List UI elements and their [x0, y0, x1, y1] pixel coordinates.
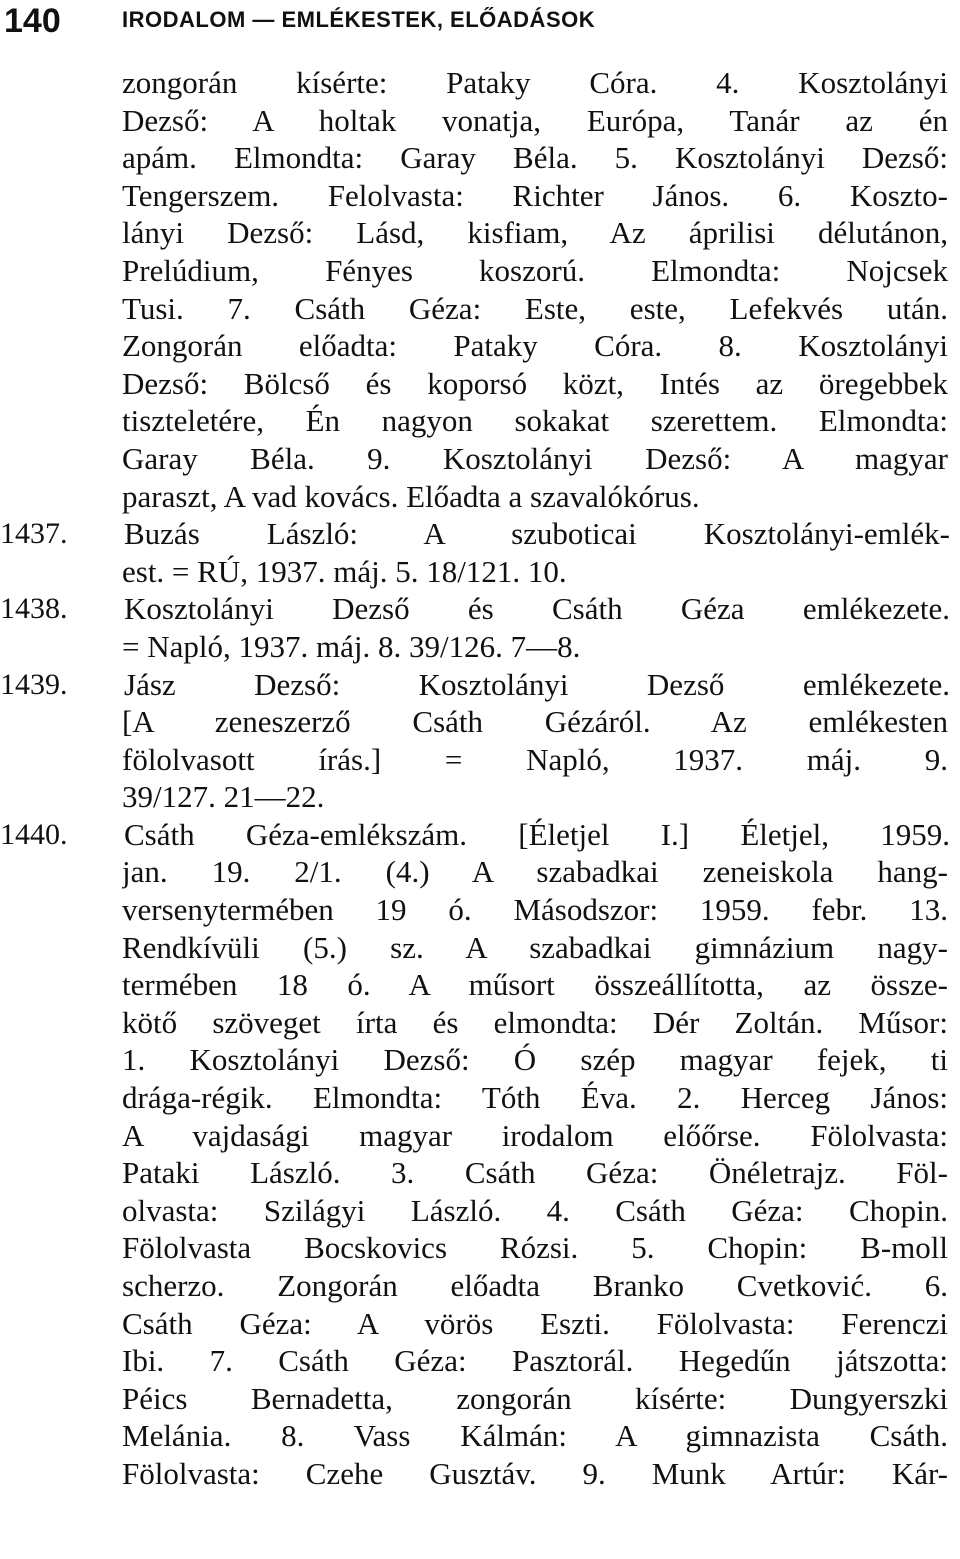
- text-line: [0, 440, 960, 478]
- line-text: Rendkívüli (5.) sz. A szabadkai gimnázium nagy-: [122, 929, 948, 965]
- entry-first-line: [0, 590, 960, 628]
- line-text: zongorán kísérte: Pataky Córa. 4. Kosztolányi: [122, 65, 948, 100]
- line-text: [A zeneszerző Csáth Gézáról. Az emlékesten: [122, 704, 948, 740]
- page-number: 140: [4, 2, 61, 40]
- text-line: [0, 1267, 960, 1305]
- line-text: Zongorán előadta: Pataky Córa. 8. Kosztolányi: [122, 328, 948, 364]
- line-text: = Napló, 1937. máj. 8. 39/126. 7—8.: [122, 628, 581, 664]
- line-text: Csáth Géza-emlékszám. [Életjel I.] Életjel, 1959.: [124, 816, 950, 852]
- text-line: [0, 177, 960, 215]
- line-text: Tusi. 7. Csáth Géza: Este, este, Lefekvés után.: [122, 290, 948, 326]
- line-text: Dezső: Bölcső és koporsó közt, Intés az öregebbek: [122, 365, 948, 401]
- line-text: versenytermében 19 ó. Másodszor: 1959. febr. 13.: [122, 892, 948, 928]
- bibliography-body: [0, 64, 960, 1493]
- text-line: [0, 1192, 960, 1230]
- line-text: Prelúdium, Fényes koszorú. Elmondta: Nojcsek: [122, 252, 948, 288]
- text-line: [0, 402, 960, 440]
- entry-first-line: [0, 515, 960, 553]
- text-line: [0, 628, 960, 666]
- line-text: 39/127. 21—22.: [122, 779, 325, 815]
- text-line: [0, 966, 960, 1004]
- running-head: IRODALOM — EMLÉKESTEK, ELŐADÁSOK: [122, 7, 596, 32]
- line-text: A vajdasági magyar irodalom előőrse. Fölolvasta:: [122, 1117, 948, 1153]
- entry-number: 1438.: [0, 592, 68, 626]
- text-line: [0, 703, 960, 741]
- line-text: Melánia. 8. Vass Kálmán: A gimnazista Csáth.: [122, 1418, 948, 1454]
- line-text: kötő szöveget írta és elmondta: Dér Zoltán. Műsor:: [122, 1004, 948, 1040]
- text-line: [0, 741, 960, 779]
- line-text: Ibi. 7. Csáth Géza: Pasztorál. Hegedűn játszotta:: [122, 1343, 948, 1379]
- line-text: Pataki László. 3. Csáth Géza: Önéletrajz. Föl-: [122, 1155, 948, 1191]
- line-text: est. = RÚ, 1937. máj. 5. 18/121. 10.: [122, 553, 567, 589]
- text-line: [0, 139, 960, 177]
- line-text: Garay Béla. 9. Kosztolányi Dezső: A magyar: [122, 440, 948, 476]
- line-text: Péics Bernadetta, zongorán kísérte: Dungyerszki: [122, 1380, 948, 1416]
- text-line: [0, 1417, 960, 1455]
- page-header: [0, 0, 960, 48]
- line-text: Fölolvasta Bocskovics Rózsi. 5. Chopin: B-moll: [122, 1230, 948, 1266]
- line-text: 1. Kosztolányi Dezső: Ó szép magyar fejek, ti: [122, 1042, 948, 1078]
- line-text: Jász Dezső: Kosztolányi Dezső emlékezete.: [124, 666, 950, 702]
- text-line: [0, 853, 960, 891]
- entry-first-line: [0, 816, 960, 854]
- text-line: [0, 1380, 960, 1418]
- line-text: drága-régik. Elmondta: Tóth Éva. 2. Herceg János:: [122, 1080, 948, 1116]
- entry-first-line: [0, 666, 960, 704]
- text-line: [0, 1117, 960, 1155]
- text-line: [0, 553, 960, 591]
- text-line: [0, 1041, 960, 1079]
- text-line: [0, 290, 960, 328]
- text-line: [0, 214, 960, 252]
- text-line: [0, 64, 960, 102]
- line-text: lányi Dezső: Lásd, kisfiam, Az áprilisi délutánon,: [122, 215, 948, 251]
- text-line: [0, 1455, 960, 1493]
- text-line: [0, 929, 960, 967]
- line-text: fölolvasott írás.] = Napló, 1937. máj. 9.: [122, 741, 948, 777]
- line-text: olvasta: Szilágyi László. 4. Csáth Géza: Chopin.: [122, 1192, 948, 1228]
- text-line: [0, 891, 960, 929]
- line-text: apám. Elmondta: Garay Béla. 5. Kosztolányi Dezső:: [122, 140, 948, 176]
- text-line: [0, 102, 960, 140]
- text-line: [0, 252, 960, 290]
- text-line: [0, 778, 960, 816]
- line-text: Fölolvasta: Czehe Gusztáv. 9. Munk Artúr: Kár-: [122, 1455, 948, 1491]
- text-line: [0, 1154, 960, 1192]
- line-text: paraszt, A vad kovács. Előadta a szavalókórus.: [122, 478, 700, 514]
- text-line: [0, 1305, 960, 1343]
- line-text: tiszteletére, Én nagyon sokakat szerettem. Elmondta:: [122, 403, 948, 439]
- entry-number: 1440.: [0, 817, 68, 851]
- text-line: [0, 1229, 960, 1267]
- line-text: Dezső: A holtak vonatja, Európa, Tanár az én: [122, 102, 948, 138]
- text-line: [0, 1079, 960, 1117]
- entry-number: 1437.: [0, 517, 68, 551]
- line-text: jan. 19. 2/1. (4.) A szabadkai zeneiskola hang-: [122, 854, 948, 890]
- line-text: Kosztolányi Dezső és Csáth Géza emlékezete.: [124, 591, 950, 627]
- text-line: [0, 327, 960, 365]
- line-text: termében 18 ó. A műsort összeállította, az össze-: [122, 967, 948, 1003]
- text-line: [0, 365, 960, 403]
- text-line: [0, 1342, 960, 1380]
- text-line: [0, 478, 960, 516]
- entry-number: 1439.: [0, 667, 68, 701]
- line-text: Tengerszem. Felolvasta: Richter János. 6. Koszto-: [122, 177, 948, 213]
- line-text: scherzo. Zongorán előadta Branko Cvetković. 6.: [122, 1268, 948, 1303]
- text-line: [0, 1004, 960, 1042]
- line-text: Csáth Géza: A vörös Eszti. Fölolvasta: Ferenczi: [122, 1305, 948, 1341]
- line-text: Buzás László: A szuboticai Kosztolányi-emlék-: [124, 516, 950, 552]
